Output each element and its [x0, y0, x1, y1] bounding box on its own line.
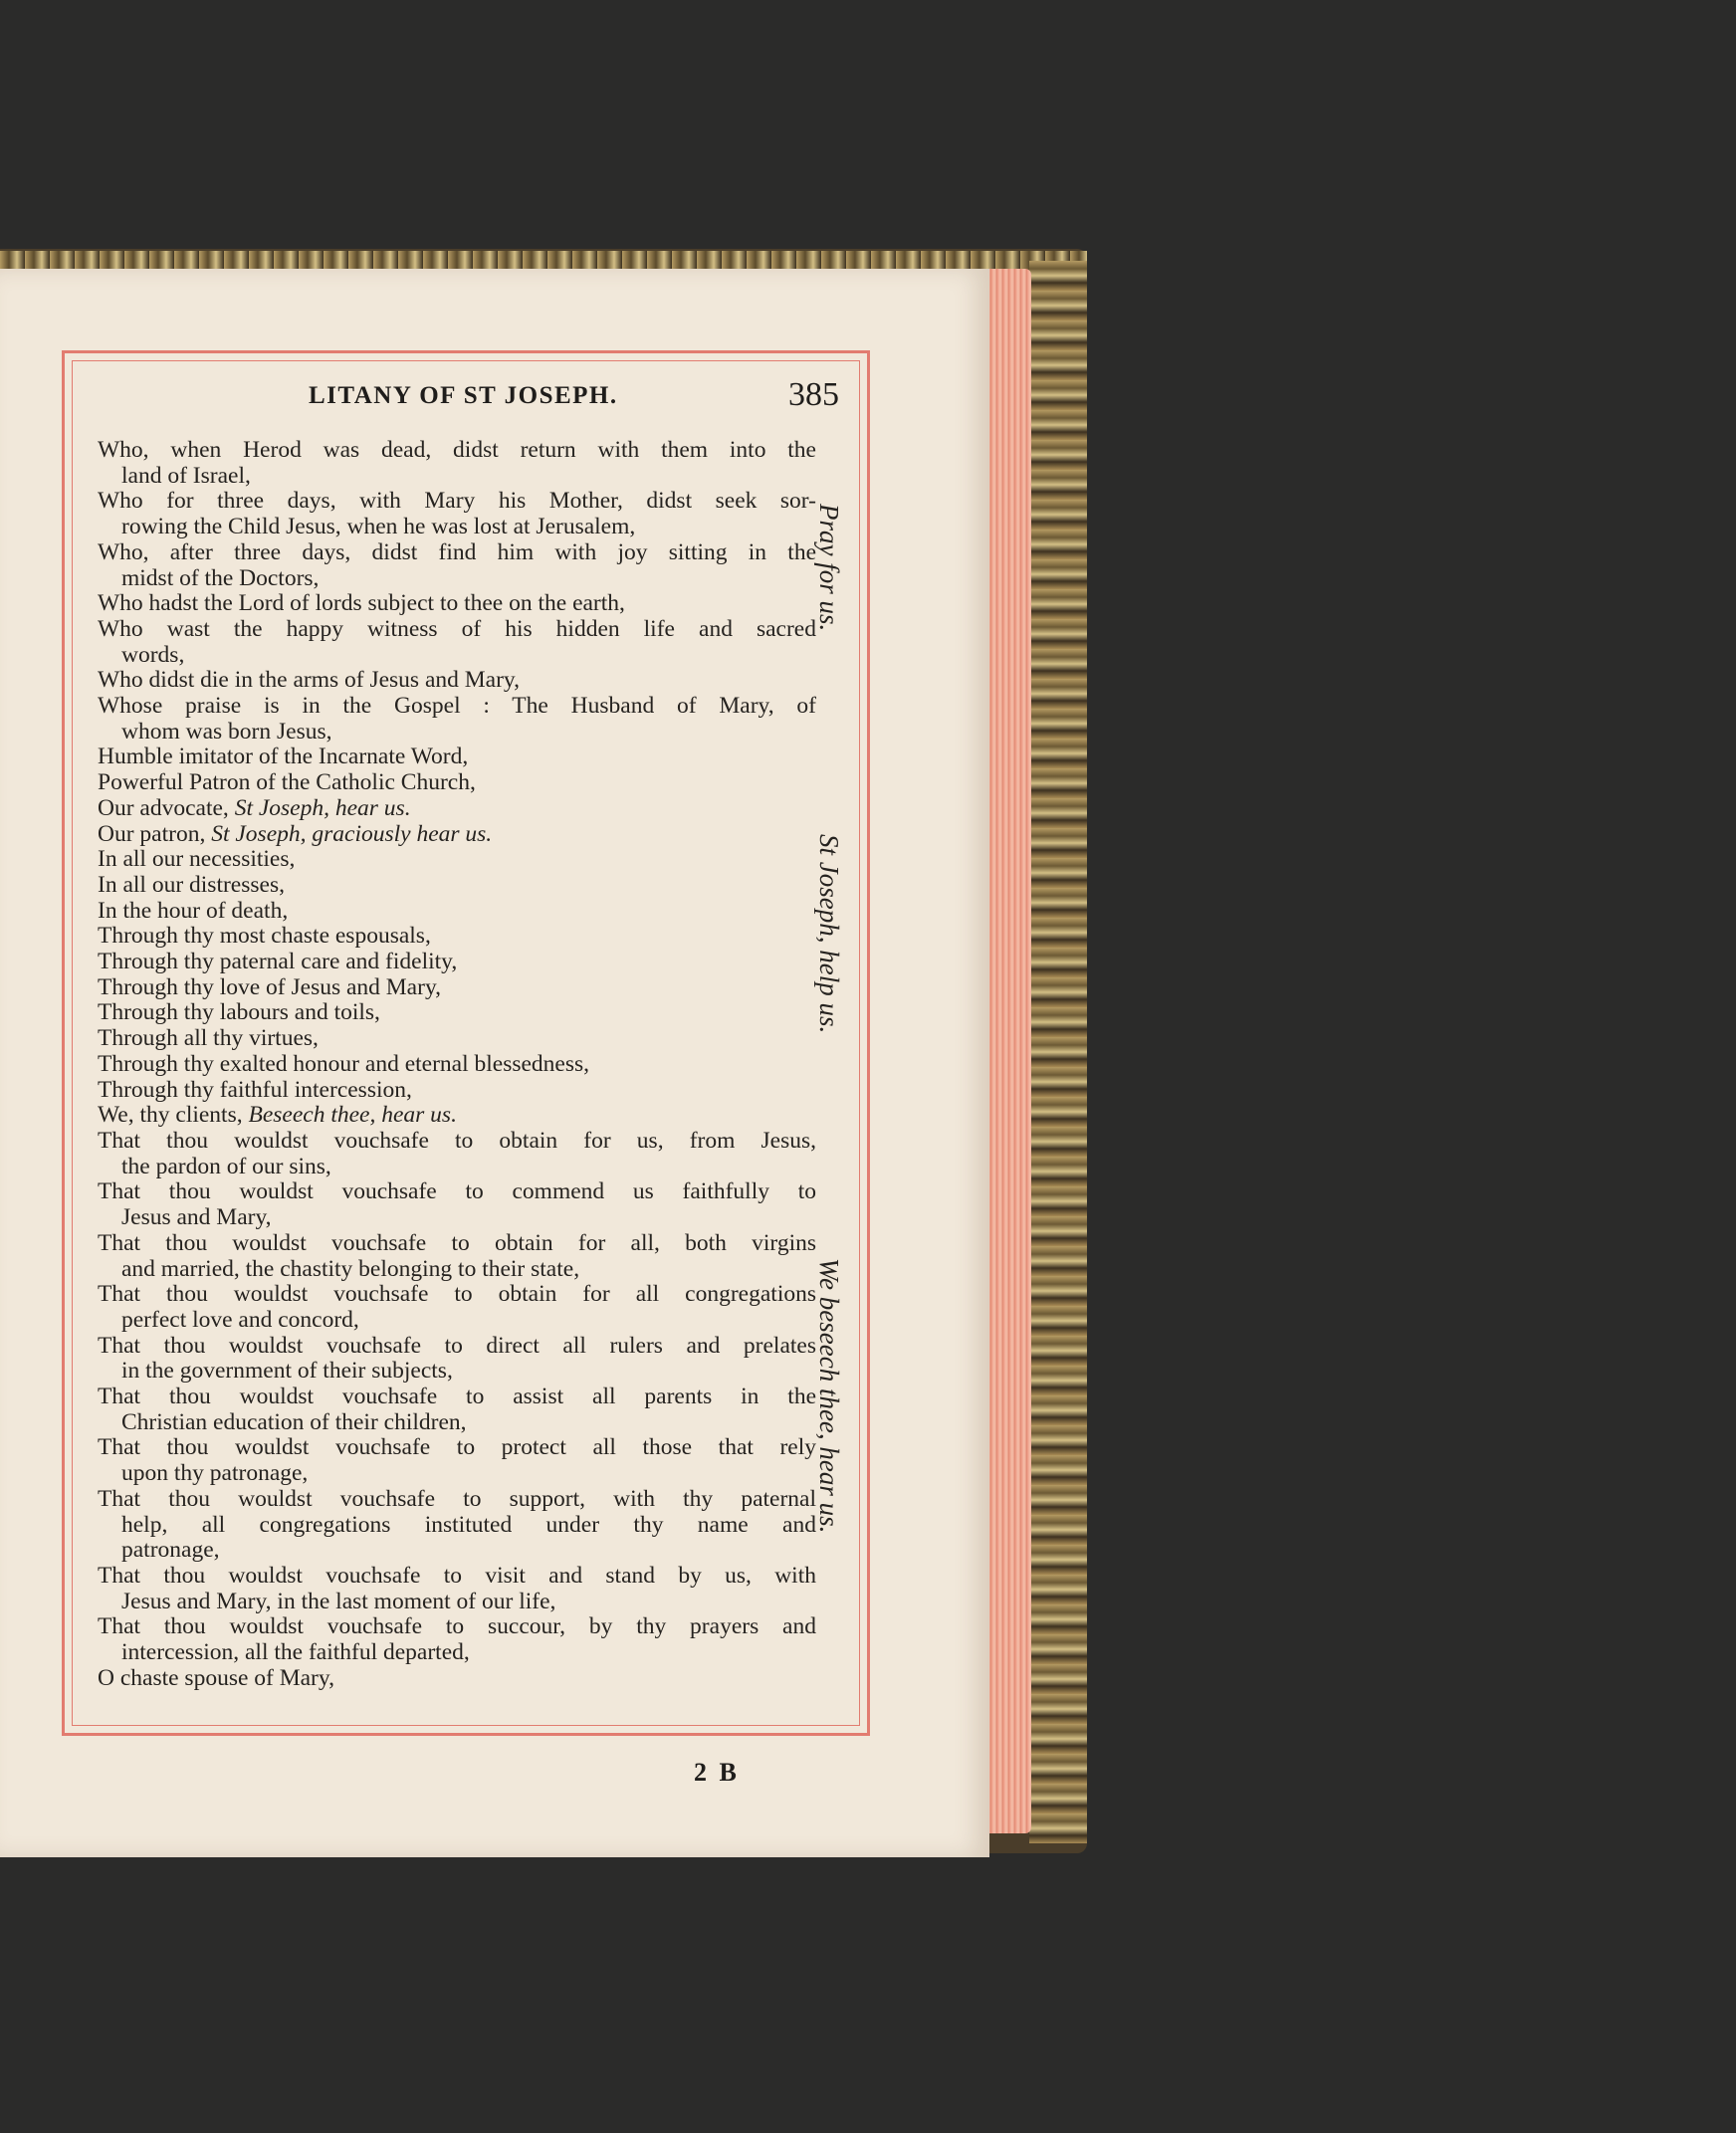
litany-line	[98, 1334, 816, 1360]
line-text: In the hour of death,	[98, 897, 289, 924]
line-response: St Joseph, hear us.	[234, 794, 411, 821]
line-text: Who, after three days, didst find him with joy sitting in the	[98, 538, 816, 565]
litany-line	[98, 1000, 816, 1026]
line-text: That thou wouldst vouchsafe to support, with thy paternal	[98, 1485, 816, 1512]
litany-line	[98, 1282, 816, 1308]
line-text: whom was born Jesus,	[121, 718, 332, 745]
line-text: That thou wouldst vouchsafe to visit and stand by us, with	[98, 1562, 816, 1589]
litany-line	[98, 1461, 816, 1487]
litany-line	[98, 720, 816, 746]
line-text: In all our necessities,	[98, 846, 296, 873]
litany-line	[98, 873, 816, 899]
litany-line	[98, 489, 816, 515]
litany-line	[98, 1538, 816, 1564]
litany-line	[98, 1640, 816, 1666]
line-text: That thou wouldst vouchsafe to protect all those that rely	[98, 1434, 816, 1461]
litany-line	[98, 975, 816, 1001]
line-text: Humble imitator of the Incarnate Word,	[98, 744, 469, 770]
litany-line	[98, 1564, 816, 1590]
line-response: St Joseph, graciously hear us.	[211, 820, 493, 847]
litany-line	[98, 1487, 816, 1513]
line-text: That thou wouldst vouchsafe to assist all parents in the	[98, 1384, 816, 1410]
line-text: Christian education of their children,	[121, 1408, 467, 1435]
litany-line	[98, 1513, 816, 1539]
line-text: Who didst die in the arms of Jesus and Mary,	[98, 667, 521, 694]
litany-line	[98, 1435, 816, 1461]
litany-line	[98, 464, 816, 490]
litany-line	[98, 796, 816, 822]
litany-line	[98, 1179, 816, 1205]
line-response: Beseech thee, hear us.	[248, 1102, 457, 1129]
line-text: That thou wouldst vouchsafe to obtain for all congregations	[98, 1281, 816, 1308]
litany-line	[98, 899, 816, 925]
line-text: and married, the chastity belonging to their state,	[121, 1255, 580, 1282]
line-text: Who for three days, with Mary his Mother, didst seek sor-	[98, 488, 816, 515]
litany-line	[98, 1052, 816, 1078]
litany-line	[98, 745, 816, 770]
line-text: Who hadst the Lord of lords subject to thee on the earth,	[98, 590, 625, 617]
line-text: O chaste spouse of Mary,	[98, 1664, 334, 1691]
line-text: Through thy paternal care and fidelity,	[98, 949, 458, 975]
line-text: the pardon of our sins,	[121, 1153, 331, 1179]
line-text: That thou wouldst vouchsafe to direct all rulers and prelates	[98, 1332, 816, 1359]
litany-line	[98, 1666, 816, 1692]
litany-line	[98, 1205, 816, 1231]
litany-line	[98, 1614, 816, 1640]
litany-line	[98, 1078, 816, 1104]
line-text: patronage,	[121, 1537, 220, 1564]
line-text: in the government of their subjects,	[121, 1358, 453, 1385]
page-number: 385	[788, 376, 839, 413]
litany-line	[98, 540, 816, 566]
line-text: We, thy clients,	[98, 1102, 249, 1129]
line-text: intercession, all the faithful departed,	[121, 1639, 470, 1666]
litany-line	[98, 694, 816, 720]
line-text: In all our distresses,	[98, 871, 285, 898]
line-text: Jesus and Mary,	[121, 1204, 272, 1231]
litany-line	[98, 668, 816, 694]
litany-line	[98, 770, 816, 796]
litany-line	[98, 1103, 816, 1129]
litany-line	[98, 1129, 816, 1155]
litany-line	[98, 1231, 816, 1257]
line-text: Through all thy virtues,	[98, 1025, 319, 1052]
line-text: words,	[121, 641, 185, 668]
line-text: rowing the Child Jesus, when he was lost at Jerusalem,	[121, 514, 636, 540]
line-text: Through thy exalted honour and eternal blessedness,	[98, 1050, 590, 1077]
page-edges	[985, 269, 1031, 1833]
line-text: perfect love and concord,	[121, 1306, 359, 1333]
line-text: Our advocate,	[98, 794, 235, 821]
litany-line	[98, 1308, 816, 1334]
line-text: upon thy patronage,	[121, 1460, 309, 1487]
litany-line	[98, 1410, 816, 1436]
line-text: Powerful Patron of the Catholic Church,	[98, 769, 476, 796]
litany-line	[98, 591, 816, 617]
line-text: help, all congregations instituted under thy name and	[121, 1511, 816, 1538]
litany-text	[98, 438, 816, 1691]
litany-line	[98, 822, 816, 848]
line-text: Through thy love of Jesus and Mary,	[98, 973, 442, 1000]
gilt-spine-edge	[1029, 261, 1087, 1843]
litany-line	[98, 438, 816, 464]
line-text: Who wast the happy witness of his hidden life and sacred	[98, 615, 816, 642]
line-text: That thou wouldst vouchsafe to succour, by thy prayers and	[98, 1613, 816, 1640]
litany-line	[98, 515, 816, 540]
litany-line	[98, 566, 816, 592]
line-text: land of Israel,	[121, 462, 251, 489]
line-text: Through thy labours and toils,	[98, 999, 380, 1026]
line-text: Our patron,	[98, 820, 212, 847]
litany-line	[98, 1359, 816, 1385]
litany-line	[98, 1026, 816, 1052]
response-beseech-thee: We beseech thee, hear us.	[814, 1258, 844, 1534]
litany-line	[98, 924, 816, 950]
running-head: LITANY OF ST JOSEPH.	[309, 382, 618, 409]
line-text: That thou wouldst vouchsafe to obtain for us, from Jesus,	[98, 1127, 816, 1154]
litany-line	[98, 1385, 816, 1410]
line-text: Whose praise is in the Gospel : The Husband of Mary, of	[98, 693, 816, 720]
line-text: That thou wouldst vouchsafe to commend us faithfully to	[98, 1178, 816, 1205]
line-text: Who, when Herod was dead, didst return with them into the	[98, 437, 816, 463]
line-text: That thou wouldst vouchsafe to obtain for all, both virgins	[98, 1229, 816, 1256]
line-text: Through thy most chaste espousals,	[98, 923, 431, 950]
litany-line	[98, 643, 816, 669]
response-help-us: St Joseph, help us.	[814, 834, 844, 1034]
litany-line	[98, 1257, 816, 1283]
litany-line	[98, 1590, 816, 1615]
signature-mark: 2 B	[694, 1758, 740, 1787]
litany-line	[98, 1155, 816, 1180]
line-text: Jesus and Mary, in the last moment of our life,	[121, 1588, 556, 1614]
litany-line	[98, 950, 816, 975]
litany-line	[98, 847, 816, 873]
litany-line	[98, 617, 816, 643]
line-text: midst of the Doctors,	[121, 564, 320, 591]
response-pray-for-us: Pray for us.	[814, 504, 844, 632]
line-text: Through thy faithful intercession,	[98, 1076, 412, 1103]
